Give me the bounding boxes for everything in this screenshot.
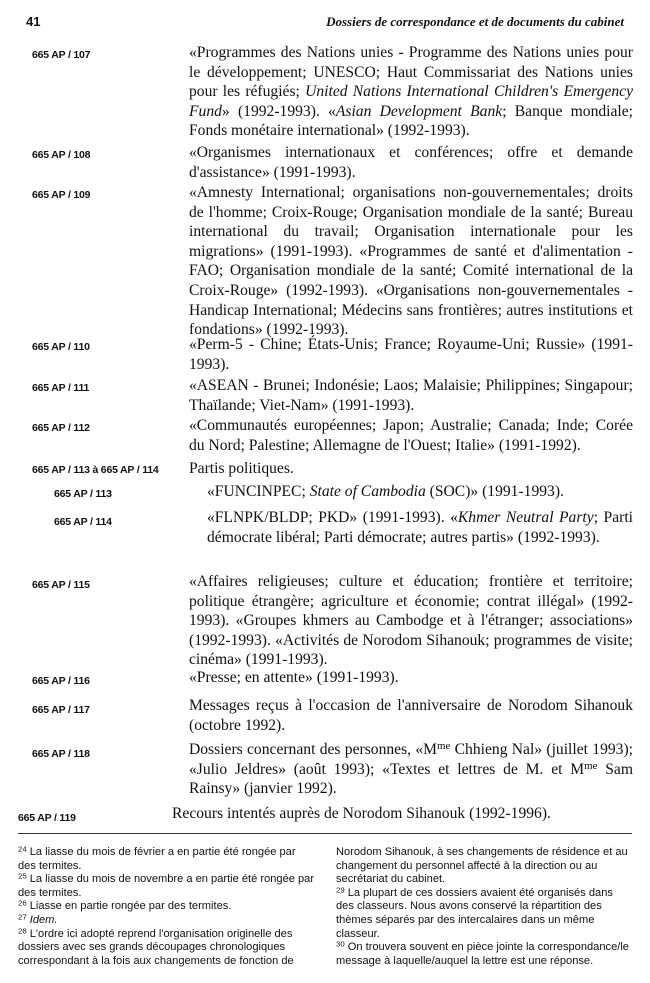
- footnote-25: [18, 873, 316, 900]
- cote-label: 665 AP / 107: [32, 49, 91, 61]
- footnote-number: 24: [18, 844, 27, 854]
- footnote-text: La plupart de ces dossiers avaient été organisés dans des classeurs. Nous avons conservé la répartition des thèmes séparés par des intercalaires dans un même classeur.: [336, 886, 613, 940]
- text-run: » (1992-1993). «: [221, 102, 336, 120]
- footnote-28: [18, 928, 316, 969]
- entry-description: [189, 740, 633, 799]
- text-run: «FUNCINPEC;: [207, 483, 310, 500]
- footnotes-left-column: [18, 846, 316, 968]
- text-run: ; Parti démocrate libéral; Parti démocrate; autres partis» (1992-1993).: [207, 509, 633, 546]
- superscript-run: me: [437, 740, 451, 753]
- footnote-24: [18, 846, 316, 873]
- text-run: Dossiers concernant des personnes, «M: [189, 741, 438, 758]
- entry-description: [207, 482, 633, 502]
- text-run: Partis politiques.: [189, 460, 294, 477]
- footnote-text: La liasse du mois de février a en partie été rongée par des termites.: [18, 846, 296, 872]
- entry-description: [189, 335, 633, 374]
- text-run: «Perm-5 - Chine; États-Unis; France; Royaume-Uni; Russie» (1991-1993).: [189, 336, 633, 373]
- cote-label: 665 AP / 114: [54, 516, 112, 528]
- text-run: «Organismes internationaux et conférences; offre et demande d'assistance» (1991-1993).: [189, 144, 633, 181]
- entry-description: [189, 43, 633, 141]
- italic-text-run: Khmer Neutral Party: [457, 509, 594, 526]
- superscript-run: me: [584, 759, 598, 772]
- entry-description: [172, 804, 633, 824]
- entry-description: [189, 696, 633, 735]
- entry-description: [189, 183, 633, 340]
- footnote-26: [18, 900, 316, 914]
- entry-description: [189, 143, 633, 182]
- footnote-text: Idem.: [29, 913, 58, 926]
- footnote-separator: [18, 833, 632, 834]
- text-run: «Programmes des Nations unies - Programme des Nations unies pour le développement; UNESCO; Haut Commissariat des Nations unies pour les réfugiés;: [189, 44, 633, 101]
- text-run: «Communautés européennes; Japon; Australie; Canada; Inde; Corée du Nord; Palestine; Allemagne de l'Ouest; Italie» (1991-1992).: [189, 417, 633, 454]
- text-run: Recours intentés auprès de Norodom Sihanouk (1992-1996).: [172, 805, 551, 822]
- cote-label: 665 AP / 117: [32, 704, 90, 716]
- cote-label: 665 AP / 112: [32, 422, 90, 434]
- footnotes-right-column: [336, 846, 632, 968]
- text-run: «FLNPK/BLDP; PKD» (1991-1993). «: [207, 509, 458, 526]
- cote-label: 665 AP / 113: [54, 488, 112, 500]
- footnote-text: On trouvera souvent en pièce jointe la correspondance/le message à laquelle/auquel la lettre est une réponse.: [336, 941, 629, 967]
- entry-description: [189, 572, 633, 670]
- cote-label: 665 AP / 108: [32, 149, 91, 161]
- text-run: ; Banque mondiale; Fonds monétaire international» (1992-1993).: [189, 102, 634, 140]
- page-number: 41: [26, 14, 41, 29]
- entry-description: [189, 416, 633, 455]
- text-run: Chhieng Nal» (juillet 1993); «Julio Jeldres» (août 1993); «Textes et lettres de M. et M: [189, 741, 633, 778]
- text-run: «Amnesty International; organisations non-gouvernementales; droits de l'homme; Croix-Rouge; Organisation mondiale de la santé; Bureau international du travail; Organisation internationale pour les migrations» (1991-1993). «Programmes de santé et d'alimentation - FAO; Organisation mondiale de la santé; Comité international de la Croix-Rouge» (1992-1993). «Organisations non-gouvernementales - Handicap International; Médecins sans frontières; autres institutions et fondations» (1992-1993).: [189, 184, 633, 339]
- footnote-number: 27: [18, 912, 27, 922]
- text-run: (SOC)» (1991-1993).: [425, 483, 564, 500]
- footnote-text: Liasse en partie rongée par des termites.: [29, 900, 232, 913]
- footnote-29: [336, 887, 632, 941]
- entry-description: [189, 668, 633, 688]
- footnote-number: 25: [18, 871, 27, 881]
- footnote-number: 26: [18, 898, 27, 908]
- footnote-text: Norodom Sihanouk, à ses changements de résidence et au changement du personnel affecté à la direction ou au secrétariat du cabinet.: [336, 846, 628, 886]
- footnote-30: [336, 941, 632, 968]
- italic-text-run: State of Cambodia: [309, 483, 426, 500]
- cote-label: 665 AP / 113 à 665 AP / 114: [32, 464, 159, 476]
- cote-label: 665 AP / 111: [32, 382, 90, 394]
- text-run: «ASEAN - Brunei; Indonésie; Laos; Malaisie; Philippines; Singapour; Thaïlande; Viet-Nam» (1991-1993).: [189, 377, 633, 414]
- footnote-27: [18, 914, 316, 928]
- cote-label: 665 AP / 119: [18, 812, 76, 824]
- entry-description: [207, 508, 633, 547]
- text-run: Messages reçus à l'occasion de l'anniversaire de Norodom Sihanouk (octobre 1992).: [189, 697, 633, 734]
- running-title: Dossiers de correspondance et de documents du cabinet: [326, 14, 624, 29]
- footnote-text: L'ordre ici adopté reprend l'organisation originelle des dossiers avec ses grands découpages chronologiques correspondant à la fois aux changements de fonction de: [18, 927, 294, 967]
- text-run: Sam Rainsy» (janvier 1992).: [189, 760, 633, 798]
- cote-label: 665 AP / 109: [32, 189, 91, 201]
- text-run: «Affaires religieuses; culture et éducation; frontière et territoire; politique étrangère; agriculture et économie; contrat illégal» (1992-1993). «Groupes khmers au Cambodge et à l'étranger; associations» (1992-1993). «Activités de Norodom Sihanouk; programmes de visite; cinéma» (1991-1993).: [189, 573, 633, 669]
- footnote-text: La liasse du mois de novembre a en partie été rongée par des termites.: [18, 873, 315, 899]
- cote-label: 665 AP / 110: [32, 341, 90, 353]
- footnote-number: 28: [18, 926, 27, 936]
- footnote-number: 30: [336, 939, 345, 949]
- entry-description: [189, 376, 633, 415]
- cote-label: 665 AP / 116: [32, 675, 90, 687]
- italic-text-run: United Nations International Children's Emergency Fund: [189, 83, 634, 120]
- footnote-number: 29: [336, 885, 345, 895]
- text-run: «Presse; en attente» (1991-1993).: [189, 669, 399, 686]
- footnote-28-continued: [336, 846, 632, 887]
- cote-label: 665 AP / 118: [32, 748, 90, 760]
- cote-label: 665 AP / 115: [32, 579, 90, 591]
- entry-description: [189, 459, 633, 479]
- italic-text-run: Asian Development Bank: [335, 102, 503, 120]
